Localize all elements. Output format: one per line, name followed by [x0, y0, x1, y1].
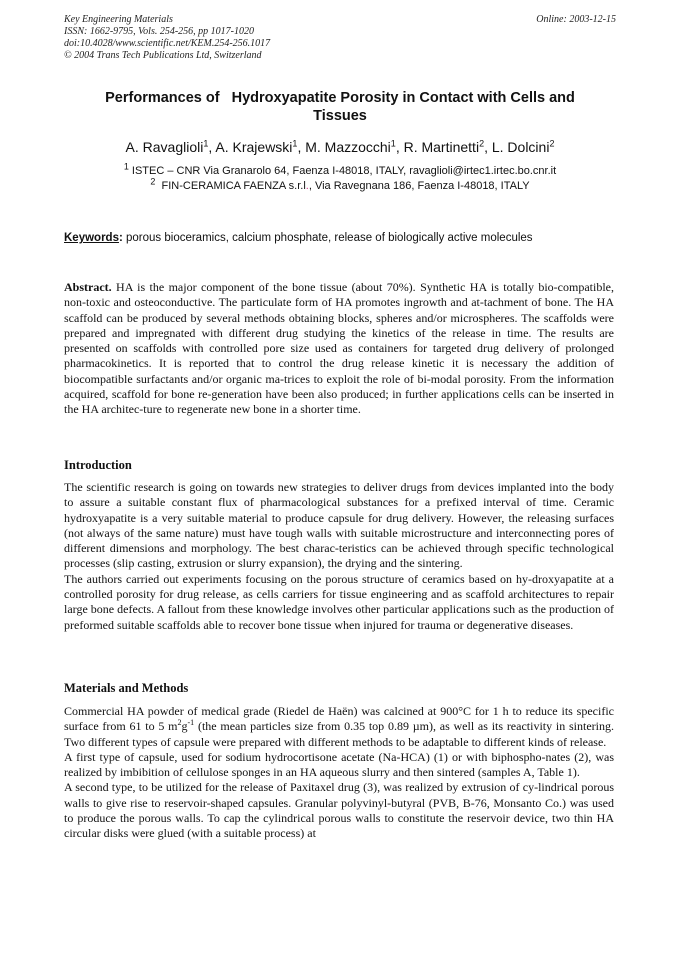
affiliation-2 — [64, 176, 616, 193]
affiliation-1 — [64, 161, 616, 178]
superscript: 2 — [177, 718, 182, 728]
methods-paragraph: A first type of capsule, used for sodium hydrocortisone acetate (Na-HCA) (1) or with biphospho-nates (2), was realized by imbibition of cellulose sponges in an HA aqueous slurry and then sintered (samples A, Table 1). — [64, 749, 614, 780]
abstract-text: HA is the major component of the bone tissue (about 70%). Synthetic HA is totally bio-compatible, non-toxic and osteoconductive. The particulate form of HA promotes ingrowth and at-tachment of bone. The HA scaffold can be produced by several methods obtaining blocks, spheres and/or microspheres. The scaffolds were prepared and impregnated with different drug studying the kinetics of the release in time. The results are presented on scaffolds with controlled pore size used as containers for targeted drug delivery of prolonged pharmacokinetics. It is reported that to control the drug release kinetic it is necessary the addition of biocompatible surfactants and/or organic ma-trices to exploit the role of bi-modal porosity. From the information acquired, scaffold for bone re-generation have been also produced; in further applications cells can be inserted in the HA architec-ture to regenerate new bone in a shorter time. — [64, 280, 614, 417]
introduction-paragraph: The scientific research is going on towards new strategies to deliver drugs from devices implanted into the body to assure a suitable constant flux of pharmacological substances for a prefixed interval of time. Ceramic hydroxyapatite is a very suitable material to produce capsule for drug delivery. However, the releasing surfaces (not always of the same nature) must have tough walls with suitable microstructure and interconnecting pores of different dimensions and morphology. The best charac-teristics can be achieved through specific technological processes (slip casting, extrusion or slurry expansion), the drying and the sintering. — [64, 480, 614, 571]
journal-header — [64, 14, 616, 62]
author: A. Krajewski — [215, 139, 293, 155]
superscript: -1 — [187, 718, 195, 728]
affiliation-number: 1 — [123, 161, 129, 172]
online-date: Online: 2003-12-15 — [536, 14, 616, 25]
journal-name: Key Engineering Materials — [64, 14, 173, 25]
methods-paragraph: A second type, to be utilized for the release of Paxitaxel drug (3), was realized by extrusion of cy-lindrical porous walls to give rise to reservoir-shaped capsules. Granular polyvinyl-butyral (PVB, B-76, Monsanto Co.) was used to produce the porous walls. To cap the cylindrical porous walls to constitute the reservoir device, two thin HA circular disks were glued (with a suitable process) at — [64, 780, 614, 841]
affiliation-dot: . — [305, 180, 309, 192]
abstract-section — [64, 280, 614, 418]
title-line-2: Tissues — [313, 108, 367, 124]
author-affiliation-mark: 1 — [203, 138, 209, 149]
methods-text: (the mean particles size from 0.35 top 0.89 µm), as well as its reactivity in sintering. Two different types of capsule were prepared with different methods to be adaptable to different kinds of release. — [64, 719, 614, 749]
keywords-label: Keywords — [64, 232, 119, 244]
author-affiliation-mark: 1 — [390, 138, 396, 149]
copyright-line: © 2004 Trans Tech Publications Ltd, Switzerland — [64, 50, 262, 61]
methods-paragraph — [64, 704, 614, 750]
methods-text: g — [181, 719, 188, 734]
affiliation-number: 2 — [150, 176, 156, 187]
issn-line: ISSN: 1662-9795, Vols. 254-256, pp 1017-1020 — [64, 26, 254, 37]
author: L. Dolcini — [491, 139, 550, 155]
author-affiliation-mark: 2 — [479, 138, 485, 149]
author-affiliation-mark: 2 — [549, 138, 555, 149]
affiliation-address: , Via Ravegnana 186, Faenza I-48018, ITALY — [308, 180, 530, 192]
keywords-colon: : — [118, 232, 123, 244]
introduction-section — [64, 480, 614, 633]
author-list: A. Ravaglioli$^1$, A. Krajewski$^1$, M. Mazzocchi$^1$, R. Martinetti$^2$, L. Dolcini$^2$ — [125, 138, 555, 155]
paper-title — [64, 89, 616, 125]
author-affiliation-mark: 1 — [292, 138, 298, 149]
methods-section — [64, 704, 614, 842]
methods-text: Commercial HA powder of medical grade (Riedel de Haën) was calcined at 900°C for 1 h to reduce its specific surface from 61 to 5 m — [64, 704, 614, 734]
author: R. Martinetti — [403, 139, 480, 155]
doi-line: doi:10.4028/www.scientific.net/KEM.254-256.1017 — [64, 38, 271, 49]
affiliation-text: ISTEC – CNR Via Granarolo 64, Faenza I-48018, ITALY, ravaglioli@irtec1.irtec.bo.cnr.it — [131, 165, 557, 177]
title-line-1: Performances of Hydroxyapatite Porosity in Contact with Cells and — [105, 90, 575, 106]
author: A. Ravaglioli — [125, 139, 204, 155]
keywords-line — [64, 231, 624, 245]
methods-heading: Materials and Methods — [64, 681, 189, 695]
keywords-text: porous bioceramics, calcium phosphate, release of biologically active molecules — [122, 232, 533, 244]
abstract-label: Abstract. — [64, 280, 112, 294]
introduction-paragraph: The authors carried out experiments focusing on the porous structure of ceramics based on hy-droxyapatite at a controlled porosity for drug release, as cells carriers for tissue engineering and as scaffold architectures to repair large bone defects. A fallout from these knowledge involves other particular applications such as the production of preformed suitable scaffolds able to recover bone tissue when injured for trauma or degenerative diseases. — [64, 571, 614, 632]
affiliation-company: FIN-CERAMICA FAENZA s.r.l — [161, 180, 306, 192]
author: M. Mazzocchi — [305, 139, 391, 155]
introduction-heading: Introduction — [64, 458, 132, 472]
